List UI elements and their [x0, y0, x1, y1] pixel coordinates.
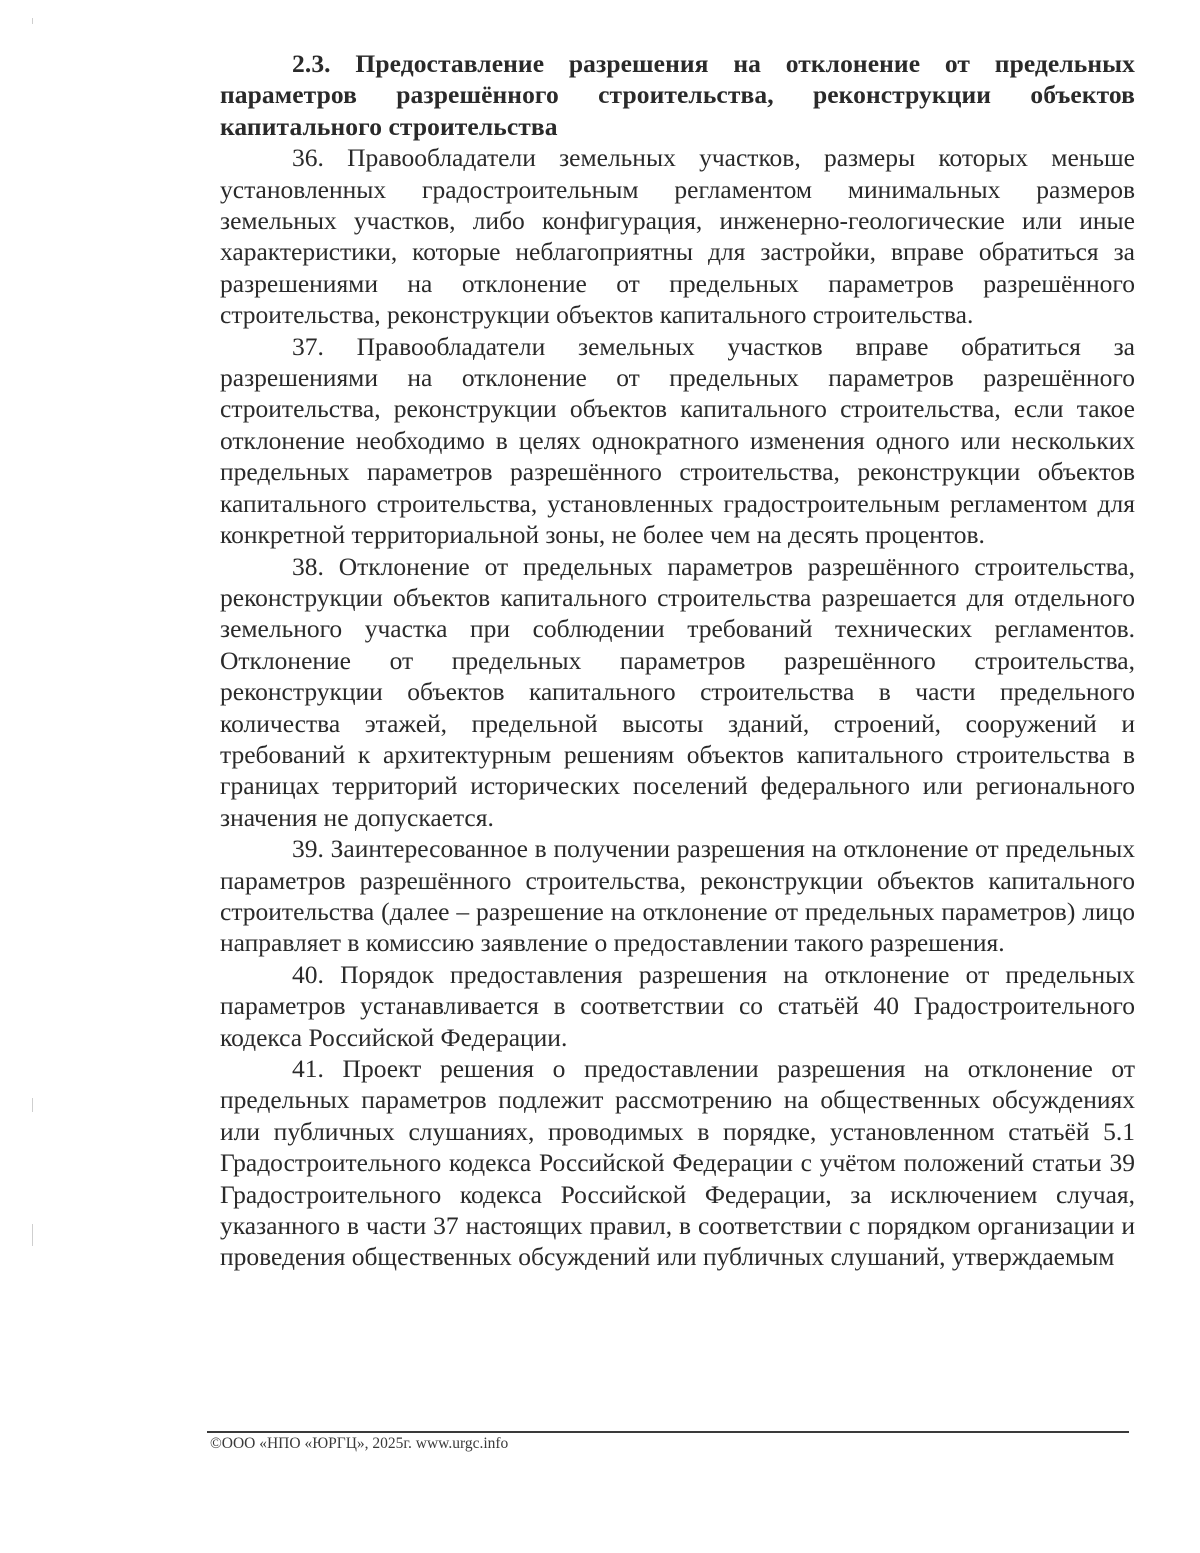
- scan-artifact: [32, 1224, 33, 1246]
- document-body: [220, 48, 1135, 1273]
- footer-rule: [207, 1431, 1129, 1433]
- scan-artifact: [32, 18, 33, 24]
- footer-copyright: ©ООО «НПО «ЮРГЦ», 2025г. www.urgc.info: [210, 1435, 509, 1452]
- paragraph-39: 39. Заинтересованное в получении разрешения на отклонение от предельных параметров разрешённого строительства, реконструкции объектов капитального строительства (далее – разрешение на отклонение от предельных параметров) лицо направляет в комиссию заявление о предоставлении такого разрешения.: [220, 834, 1135, 958]
- paragraph-37: 37. Правообладатели земельных участков вправе обратиться за разрешениями на отклонение от предельных параметров разрешённого строительства, реконструкции объектов капитального строительства, если такое отклонение необходимо в целях однократного изменения одного или нескольких предельных параметров разрешённого строительства, реконструкции объектов капитального строительства, установленных градостроительным регламентом для конкретной территориальной зоны, не более чем на десять процентов.: [220, 331, 1135, 550]
- paragraph-36: 36. Правообладатели земельных участков, размеры которых меньше установленных градостроительным регламентом минимальных размеров земельных участков, либо конфигурация, инженерно-геологические или иные характеристики, которые неблагоприятны для застройки, вправе обратиться за разрешениями на отклонение от предельных параметров разрешённого строительства, реконструкции объектов капитального строительства.: [220, 143, 1135, 330]
- section-heading: 2.3. Предоставление разрешения на отклонение от предельных параметров разрешённого строительства, реконструкции объектов капитального строительства: [220, 49, 1135, 141]
- scan-artifact: [32, 1098, 33, 1112]
- paragraph-41: 41. Проект решения о предоставлении разрешения на отклонение от предельных параметров подлежит рассмотрению на общественных обсуждениях или публичных слушаниях, проводимых в порядке, установленном статьёй 5.1 Градостроительного кодекса Российской Федерации с учётом положений статьи 39 Градостроительного кодекса Российской Федерации, за исключением случая, указанного в части 37 настоящих правил, в соответствии с порядком организации и проведения общественных обсуждений или публичных слушаний, утверждаемым: [220, 1054, 1135, 1272]
- paragraph-38: 38. Отклонение от предельных параметров разрешённого строительства, реконструкции объектов капитального строительства разрешается для отдельного земельного участка при соблюдении требований технических регламентов. Отклонение от предельных параметров разрешённого строительства, реконструкции объектов капитального строительства в части предельного количества этажей, предельной высоты зданий, строений, сооружений и требований к архитектурным решениям объектов капитального строительства в границах территорий исторических поселений федерального или регионального значения не допускается.: [220, 551, 1135, 832]
- paragraph-40: 40. Порядок предоставления разрешения на отклонение от предельных параметров устанавливается в соответствии со статьёй 40 Градостроительного кодекса Российской Федерации.: [220, 959, 1135, 1052]
